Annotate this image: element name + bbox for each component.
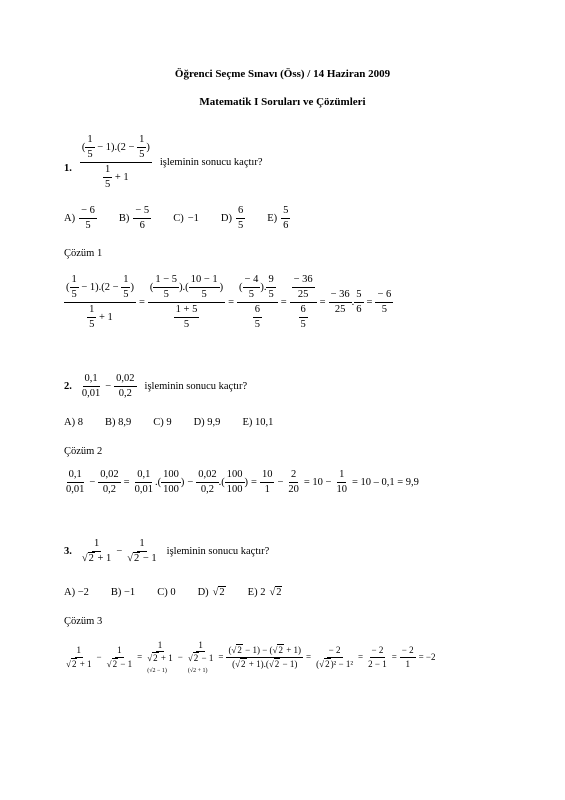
question-number: 1. (64, 163, 72, 175)
solution-1-steps: ( $\frac{1}{5}$ − 1).(2 − $\frac{1}{5}$ ) $\frac{1}{5}$ + 1 = ( $\frac{1 - 5}{5}$ ).( $\frac{10 - 1}{5}$ ) $\frac{1 + 5}{5}$ = ( $\frac{- 4}{5}$ ). $\frac{9}{5}$ $\frac{6}{5}$ = $\frac{\frac{- 36}{25}}{\frac{6}{5}}$ = $\frac{- 36}{25}$ . $\frac{5}{6}$ = $\frac{- 6}{5}$ (66, 274, 392, 331)
option-d: D) 9,9 (193, 417, 221, 428)
solution-2-result: = 10 – 0,1 = 9,9 (351, 477, 419, 489)
solution-2-steps: $\frac{0,1}{0,01}$ − $\frac{0,02}{0,2}$ = $\frac{0,1}{0,01}$ .( $\frac{100}{100}$ ) − $\frac{0,02}{0,2}$ .( $\frac{100}{100}$ ) = $\frac{10}{1}$ − $\frac{2}{20}$ = 10 − $\frac{1}{10}$ = 10 – 0,1 = 9,9 (66, 469, 419, 496)
option-b: B) −1 (110, 587, 136, 598)
option-e: E) 2 √ 2 (247, 587, 282, 598)
option-b: B) $\frac{- 5}{6}$ (118, 205, 150, 232)
document-title: Öğrenci Seçme Sınavı (Öss) / 14 Haziran 2009 (174, 68, 391, 80)
question-1-expression: ( $\frac{1}{5}$ − 1).(2 − $\frac{1}{5}$ ) $\frac{1}{5}$ + 1 (81, 134, 150, 191)
option-d: D) $\frac{6}{5}$ (220, 205, 244, 232)
question-3: 3. $\frac{1}{√2 + 1}$ − $\frac{1}{√2 - 1}$ işleminin sonucu kaçtır? (64, 538, 270, 565)
question-3-options (64, 587, 304, 598)
question-2: 2. $\frac{0,1}{0,01}$ − $\frac{0,02}{0,2}$ işleminin sonucu kaçtır? (64, 373, 248, 400)
question-number: 2. (64, 381, 72, 393)
option-a: A) −2 (64, 587, 89, 598)
option-a: A) 8 (64, 417, 83, 428)
option-e: E) 10,1 (242, 417, 274, 428)
document-subtitle: Matematik I Soruları ve Çözümleri (199, 96, 366, 108)
question-1-options (64, 205, 312, 232)
solution-1-label: Çözüm 1 (64, 248, 103, 259)
question-1 (64, 134, 263, 191)
option-a: A) $\frac{- 6}{5}$ (64, 205, 95, 232)
option-c: C) 0 (157, 587, 176, 598)
option-c: C) 9 (153, 417, 172, 428)
question-2-options (64, 417, 295, 428)
solution-3-label: Çözüm 3 (64, 616, 103, 627)
option-d: D) √ 2 (197, 587, 225, 598)
option-e: E) $\frac{5}{6}$ (267, 205, 289, 232)
solution-3-steps: $\frac{1}{√2 + 1}$ − $\frac{1}{√2 - 1}$ = 1 √2 + 1 (√2 − 1) − 1 √2 − 1 (√2 + 1) = $\frac{(√2 - 1) - (√2 + 1)}{(√2 + 1).(√2 - 1)}$ = $\frac{- 2}{\text{(√2)² − 1²}}$ = $\frac{- 2}{2 - 1}$ = $\frac{- 2}{1}$ = −2 (66, 640, 436, 674)
option-b: B) 8,9 (104, 417, 132, 428)
question-prompt: işleminin sonucu kaçtır? (159, 157, 263, 169)
solution-3-result: = −2 (418, 652, 436, 663)
question-prompt: işleminin sonucu kaçtır? (166, 546, 270, 558)
option-c: C) −1 (173, 213, 199, 225)
question-number: 3. (64, 546, 72, 558)
question-prompt: işleminin sonucu kaçtır? (144, 381, 248, 393)
solution-2-label: Çözüm 2 (64, 446, 103, 457)
